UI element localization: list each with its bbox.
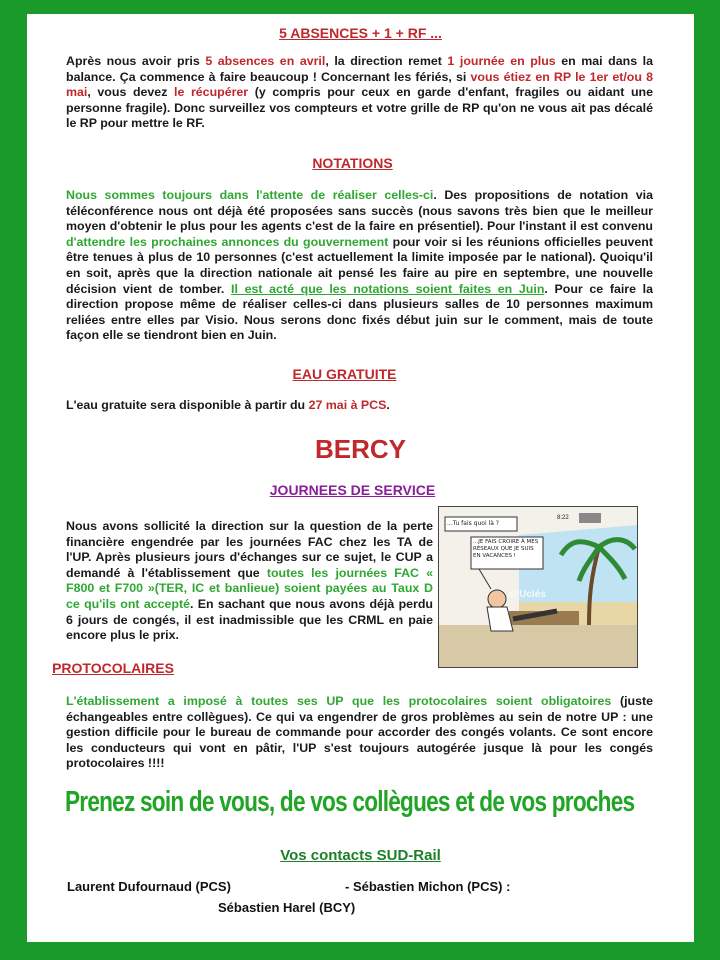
paragraph-eau: L'eau gratuite sera disponible à partir du 27 mai à PCS. <box>66 398 390 412</box>
green-frame-right <box>696 0 720 960</box>
contacts-title: Vos contacts SUD-Rail <box>280 847 441 864</box>
cartoon-bubble-1: ...Tu fais quoi là ? <box>447 520 499 527</box>
paragraph-absences: Après nous avoir pris 5 absences en avril, la direction remet 1 journée en plus en mai dans la balance. Ça commence à faire beaucoup ! Concernant les fériés, si vous étiez en RP le 1er et/ou 8 mai, vous devez le récupérer (y compris pour ceux en garde d'enfant, fragiles ou aidant une personne fragile). Donc surveillez vos compteurs et votre grille de RP qu'on ne vous ait pas décalé le RP pour mettre le RF. <box>66 54 653 131</box>
contact-sebastien-michon: - Sébastien Michon (PCS) : <box>345 879 511 894</box>
section-title-eau: EAU GRATUITE <box>292 366 397 382</box>
cartoon-clock: 8:22 <box>557 515 569 521</box>
cartoon-illustration <box>438 506 638 668</box>
bercy-heading: BERCY <box>314 434 406 464</box>
green-frame-bottom <box>0 942 720 960</box>
cartoon-drawing <box>439 507 637 667</box>
section-title-journees: JOURNEES DE SERVICE <box>269 482 436 498</box>
paragraph-notations: Nous sommes toujours dans l'attente de réaliser celles-ci. Des propositions de notation via téléconférence nous ont déjà été proposées sans succès (nous savons très bien que le meilleur moyen d'obtenir le plus pour les agents c'est de la faire en présentiel). Pour l'instant il est convenu d'attendre les prochaines annonces du gouvernement pour voir si les réunions officielles peuvent être tenues à plus de 10 personnes (c'est actuellement la limite imposée par le national). Quoiqu'il en soit, après que la direction nationale ait pensé les faire au pire en septembre, une nouvelle décision vient de tomber. Il est acté que les notations soient faites en Juin. Pour ce faire la direction propose même de réaliser celles-ci dans plusieurs salles de 10 personnes maximum reliées entre elles par Visio. Nous serons donc fixés début juin sur le comment, mais de toute façon elle se tiendront bien en Juin. <box>66 188 654 343</box>
paragraph-protocolaires: L'établissement a imposé à toutes ses UP que les protocolaires soient obligatoires (juste échangeables entre collègues). Ce qui va engendrer de gros problèmes au sein de notre UP : une gestion difficile pour le bureau de commande pour accorder des congés volants. Ce sont encore les conducteurs qui vont en pâtir, l'UP s'est toujours autogérée jusque là pour les congés protocolaires !!!! <box>66 694 653 771</box>
contact-sebastien-harel: Sébastien Harel (BCY) <box>218 900 356 915</box>
slogan-banner: Prenez soin de vous, de vos collègues et de vos proches <box>65 786 635 818</box>
section-title-notations: NOTATIONS <box>312 155 393 171</box>
section-title-protocolaires: PROTOCOLAIRES <box>52 660 174 676</box>
cartoon-watermark: © Uclés <box>509 589 546 600</box>
section-title-absences: 5 ABSENCES + 1 + RF ... <box>279 25 442 41</box>
flyer-page <box>27 14 694 942</box>
paragraph-journees: Nous avons sollicité la direction sur la question de la perte financière engendrée par les journées FAC chez les TA de l'UP. Après plusieurs jours d'échanges sur ce sujet, le CUP a demandé à l'établissement que toutes les journées FAC « F800 et F700 »(TER, IC et banlieue) soient payées au Taux D ce qu'ils ont accepté. En sachant que nous avons déjà perdu 6 jours de congés, il est inadmissible que les CRML en paie encore plus le prix. <box>66 519 433 643</box>
cartoon-bubble-2: ...JE FAIS CROIRE À MES RÉSEAUX QUE JE SUIS EN VACANCES ! <box>473 539 539 559</box>
contact-laurent-dufournaud: Laurent Dufournaud (PCS) <box>67 879 231 894</box>
